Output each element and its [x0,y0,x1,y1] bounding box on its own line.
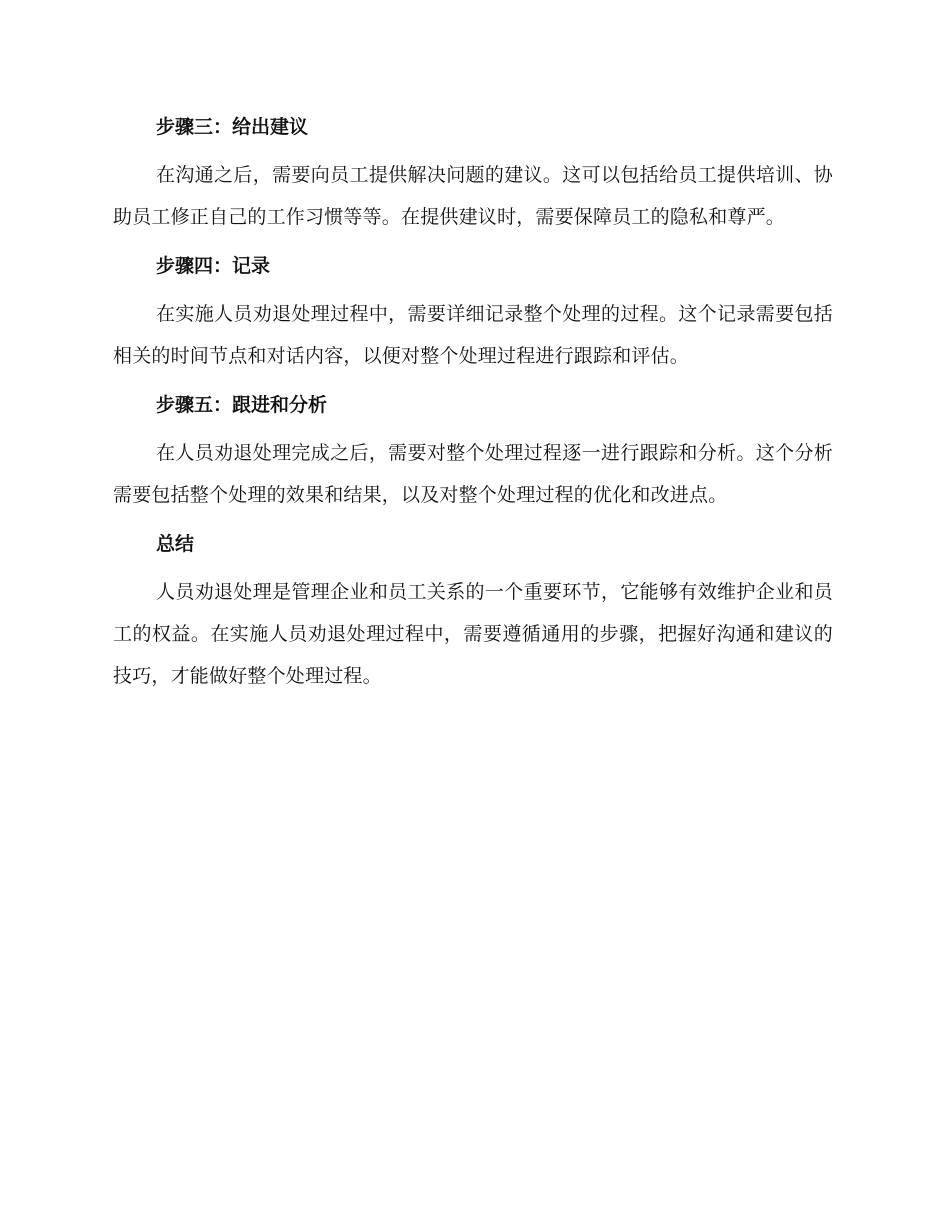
section-heading: 步骤四：记录 [156,255,271,277]
document-page [113,108,833,706]
section-heading: 总结 [156,533,195,555]
section-step-three [113,108,833,238]
section-paragraph: 在实施人员劝退处理过程中，需要详细记录整个处理的过程。这个记录需要包括相关的时间节点和对话内容，以便对整个处理过程进行跟踪和评估。 [113,303,833,367]
section-summary [113,525,833,697]
section-paragraph: 人员劝退处理是管理企业和员工关系的一个重要环节，它能够有效维护企业和员工的权益。在实施人员劝退处理过程中，需要遵循通用的步骤，把握好沟通和建议的技巧，才能做好整个处理过程。 [113,581,833,687]
section-step-five [113,386,833,516]
section-heading: 步骤三：给出建议 [156,116,309,138]
section-heading: 步骤五：跟进和分析 [156,394,328,416]
section-step-four [113,247,833,377]
section-paragraph: 在人员劝退处理完成之后，需要对整个处理过程逐一进行跟踪和分析。这个分析需要包括整个处理的效果和结果，以及对整个处理过程的优化和改进点。 [113,442,833,506]
section-paragraph: 在沟通之后，需要向员工提供解决问题的建议。这可以包括给员工提供培训、协助员工修正自己的工作习惯等等。在提供建议时，需要保障员工的隐私和尊严。 [113,164,833,228]
